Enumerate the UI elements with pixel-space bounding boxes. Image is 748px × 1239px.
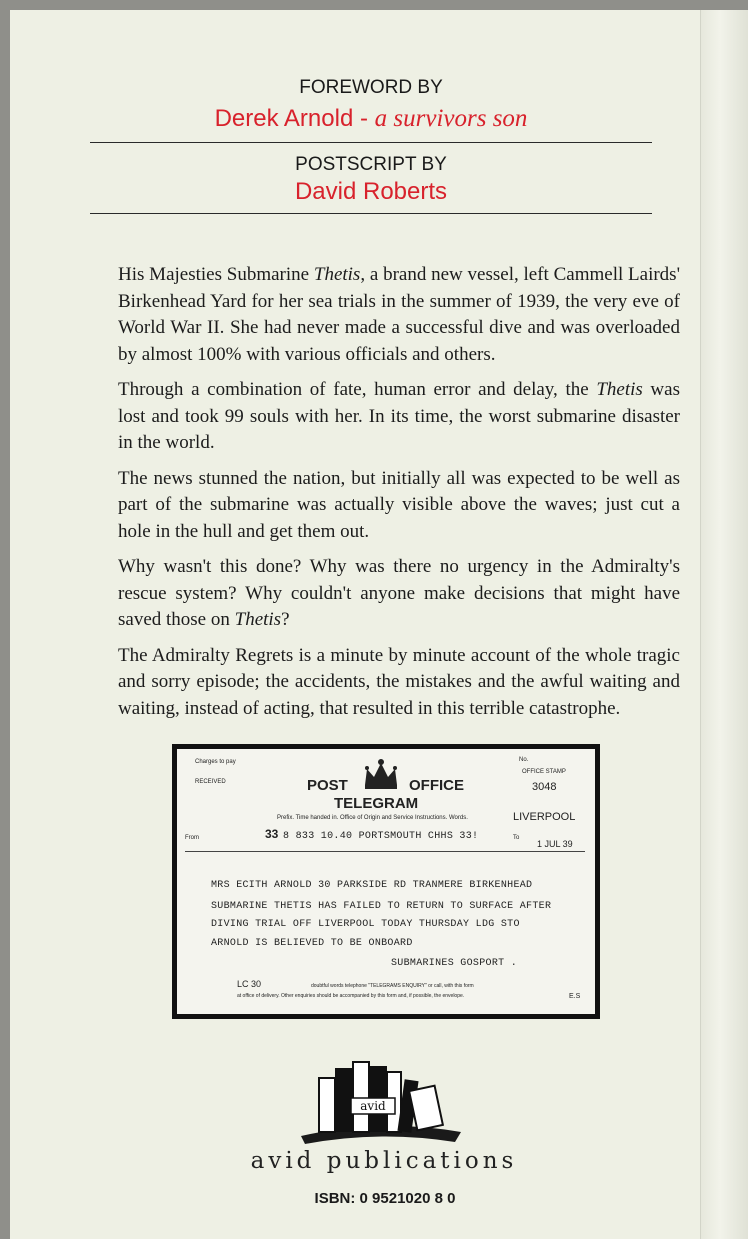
publisher-name: avid publications — [250, 1148, 518, 1174]
header-divider-top — [90, 142, 652, 143]
blurb-p4-end: ? — [281, 609, 290, 630]
postscript-name: David Roberts — [294, 178, 448, 205]
blurb — [118, 262, 680, 731]
telegram-routing: 33 — [265, 827, 279, 841]
telegram-footer-code: LC 30 — [237, 979, 262, 989]
postscript-label: POSTSCRIPT BY — [295, 154, 447, 175]
logo-text: avid — [360, 1099, 386, 1113]
books-logo-icon — [295, 1048, 465, 1146]
telegram-charges-label: Charges to pay — [195, 759, 236, 765]
telegram-divider — [185, 851, 585, 852]
blurb-paragraph-3: The news stunned the nation, but initially all was expected to be well as part of the submarine was actually visible above the waves; just cut a hole in the hull and get them out. — [118, 467, 680, 542]
telegram-footer-line-1: doubtful words telephone "TELEGRAMS ENQUIRY" or call, with this form — [311, 983, 474, 989]
telegram-from-label: From — [185, 835, 199, 841]
header-divider-bottom — [90, 213, 652, 214]
telegram-office-word: OFFICE — [409, 777, 464, 794]
telegram-office-stamp-label: OFFICE STAMP — [522, 769, 566, 775]
ship-name: Thetis — [313, 264, 361, 285]
foreword-role: a survivors son — [374, 105, 528, 132]
telegram-no-label: No. — [519, 757, 529, 763]
ship-name: Thetis — [596, 379, 643, 400]
telegram-line-4: ARNOLD IS BELIEVED TO BE ONBOARD — [211, 938, 413, 949]
telegram-footer-line-2: at office of delivery. Other enquiries should be accompanied by this form and, if possible, the envelope. — [237, 993, 465, 999]
foreword-separator: - — [353, 105, 375, 132]
telegram-stamp-place: LIVERPOOL — [513, 811, 576, 823]
telegram-stamp-number: 3048 — [532, 781, 557, 793]
telegram-title: TELEGRAM — [334, 795, 419, 812]
blurb-p1-end: , a brand new vessel, left Cammell Lairds' Birkenhead Yard for her sea trials in the summer of 1939, the very eve of World War II. She had never made a successful dive and was overloaded by almost 100% with various officials and others. — [118, 264, 681, 365]
book-spine-edge — [700, 10, 748, 1239]
isbn: ISBN: 0 9521020 8 0 — [314, 1190, 456, 1207]
blurb-p2-start: Through a combination of fate, human error and delay, the — [118, 379, 597, 400]
telegram-header-fields: Prefix. Time handed in. Office of Origin and Service Instructions. Words. — [277, 815, 468, 821]
telegram-line-5: SUBMARINES GOSPORT . — [391, 958, 518, 969]
blurb-paragraph-5: The Admiralty Regrets is a minute by minute account of the whole tragic and sorry episode; the accidents, the mistakes and the awful waiting and waiting, instead of acting, that resulted in this terrible catastrophe. — [118, 644, 680, 719]
crown-icon — [361, 757, 401, 791]
telegram-line-2: SUBMARINE THETIS HAS FAILED TO RETURN TO SURFACE AFTER — [211, 901, 552, 912]
blurb-paragraph-2 — [118, 377, 680, 457]
telegram-footer-mark: E.S — [569, 993, 581, 1000]
telegram-origin-line: 8 833 10.40 PORTSMOUTH CHHS 33! — [283, 831, 479, 842]
telegram-to-label: To — [513, 835, 520, 841]
blurb-p4-start: Why wasn't this done? Why was there no urgency in the Admiralty's rescue system? Why couldn't anyone make decisions that might have saved those on — [118, 556, 680, 630]
telegram-line-3: DIVING TRIAL OFF LIVERPOOL TODAY THURSDAY LDG STO — [211, 919, 520, 930]
ship-name: Thetis — [234, 609, 282, 630]
blurb-paragraph-1 — [118, 262, 680, 368]
blurb-p1-start: His Majesties Submarine — [118, 264, 314, 285]
telegram-line-1: MRS ECITH ARNOLD 30 PARKSIDE RD TRANMERE BIRKENHEAD — [211, 880, 533, 891]
foreword-label: FOREWORD BY — [299, 77, 443, 98]
blurb-paragraph-4 — [118, 554, 680, 634]
telegram-post-word: POST — [307, 777, 348, 794]
foreword-credit — [90, 105, 652, 133]
telegram-received-label: RECEIVED — [195, 779, 226, 785]
foreword-name: Derek Arnold — [214, 105, 354, 132]
blurb-p2-end: was lost and took 99 souls with her. In its time, the worst submarine disaster in the world. — [118, 379, 680, 453]
telegram-image — [172, 744, 600, 1019]
telegram-stamp-date: 1 JUL 39 — [537, 839, 573, 849]
telegram-form — [177, 749, 595, 1014]
